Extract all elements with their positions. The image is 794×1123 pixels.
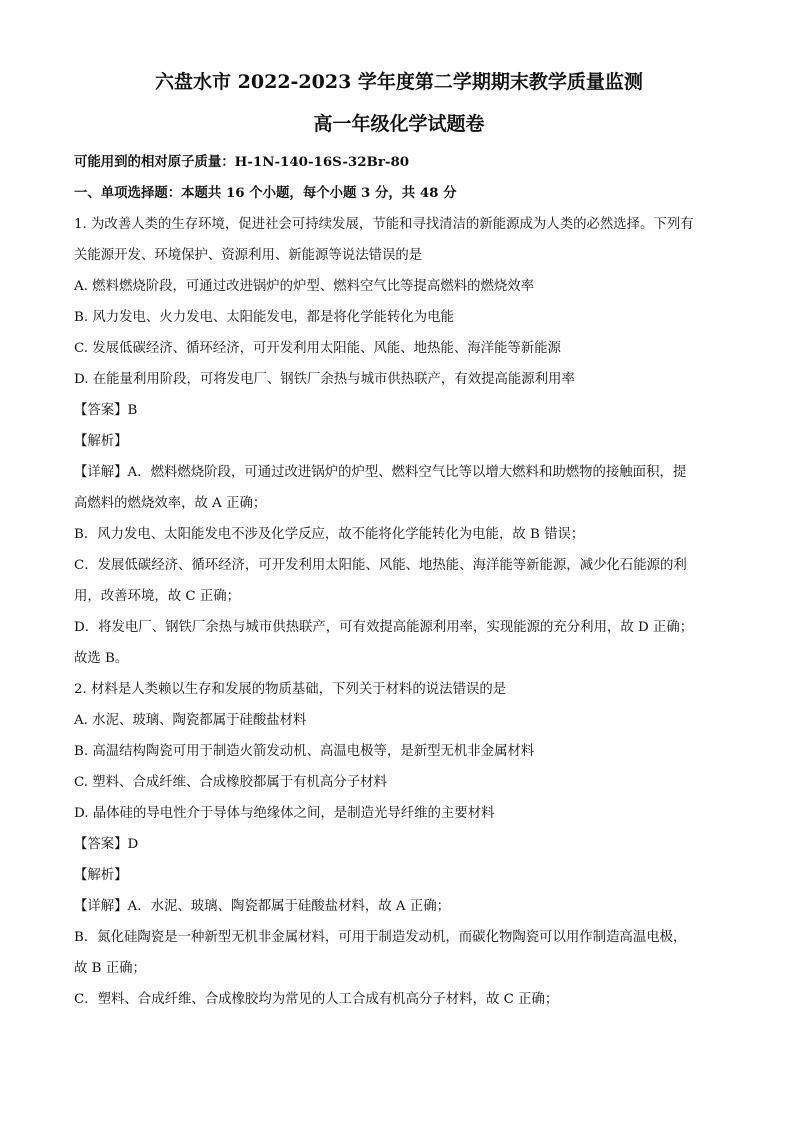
detail-text: B．风力发电、太阳能发电不涉及化学反应，故不能将化学能转化为电能，故 B 错误； <box>74 527 585 542</box>
detail-text: C．塑料、合成纤维、合成橡胶均为常见的人工合成有机高分子材料，故 C 正确； <box>74 992 559 1007</box>
question-stem: 2. 材料是人类赖以生存和发展的物质基础，下列关于材料的说法错误的是 <box>74 682 507 697</box>
option-a: A. 水泥、玻璃、陶瓷都属于硅酸盐材料 <box>74 713 307 728</box>
option-a: A. 燃料燃烧阶段，可通过改进锅炉的炉型、燃料空气比等提高燃料的燃烧效率 <box>74 279 535 294</box>
question-stem: 关能源开发、环境保护、资源利用、新能源等说法错误的是 <box>74 248 423 263</box>
question-2 <box>74 674 724 1015</box>
analysis-label: 【解析】 <box>74 868 128 883</box>
analysis-label: 【解析】 <box>74 434 128 449</box>
detail-text: 高燃料的燃烧效率，故 A 正确； <box>74 496 267 511</box>
atomic-mass-note: 可能用到的相对原子质量：H-1N-140-16S-32Br-80 <box>74 154 410 170</box>
detail-text: D．将发电厂、钢铁厂余热与城市供热联产，可有效提高能源利用率，实现能源的充分利用，故 D 正确； <box>74 620 694 635</box>
option-d: D. 在能量利用阶段，可将发电厂、钢铁厂余热与城市供热联产，有效提高能源利用率 <box>74 372 575 387</box>
detail-text: 【详解】A．燃料燃烧阶段，可通过改进锅炉的炉型、燃料空气比等以增大燃料和助燃物的接触面积，提 <box>74 465 687 480</box>
option-c: C. 塑料、合成纤维、合成橡胶都属于有机高分子材料 <box>74 775 387 790</box>
exam-document <box>74 66 724 1015</box>
exam-title: 六盘水市 2022-2023 学年度第二学期期末教学质量监测 <box>155 71 643 93</box>
question-stem: 1. 为改善人类的生存环境，促进社会可持续发展，节能和寻找清洁的新能源成为人类的必然选择。下列有 <box>74 217 694 232</box>
exam-subtitle: 高一年级化学试题卷 <box>313 113 485 135</box>
option-b: B. 风力发电、火力发电、太阳能发电，都是将化学能转化为电能 <box>74 310 454 325</box>
detail-text: B．氮化硅陶瓷是一种新型无机非金属材料，可用于制造发动机，而碳化物陶瓷可以用作制造高温电极， <box>74 930 687 945</box>
detail-text: 【详解】A．水泥、玻璃、陶瓷都属于硅酸盐材料，故 A 正确； <box>74 899 451 914</box>
detail-text: 用，改善环境，故 C 正确； <box>74 589 241 604</box>
section-heading: 一、单项选择题：本题共 16 个小题，每个小题 3 分，共 48 分 <box>74 185 457 201</box>
detail-text: C．发展低碳经济、循环经济，可开发利用太阳能、风能、地热能、海洋能等新能源，减少化石能源的利 <box>74 558 687 573</box>
option-b: B. 高温结构陶瓷可用于制造火箭发动机、高温电极等，是新型无机非金属材料 <box>74 744 535 759</box>
answer-label: 【答案】D <box>74 837 139 852</box>
option-d: D. 晶体硅的导电性介于导体与绝缘体之间，是制造光导纤维的主要材料 <box>74 806 495 821</box>
detail-text: 故 B 正确； <box>74 961 146 976</box>
answer-label: 【答案】B <box>74 403 138 418</box>
question-1 <box>74 209 724 674</box>
conclusion-text: 故选 B。 <box>74 651 129 666</box>
option-c: C. 发展低碳经济、循环经济，可开发利用太阳能、风能、地热能、海洋能等新能源 <box>74 341 561 356</box>
